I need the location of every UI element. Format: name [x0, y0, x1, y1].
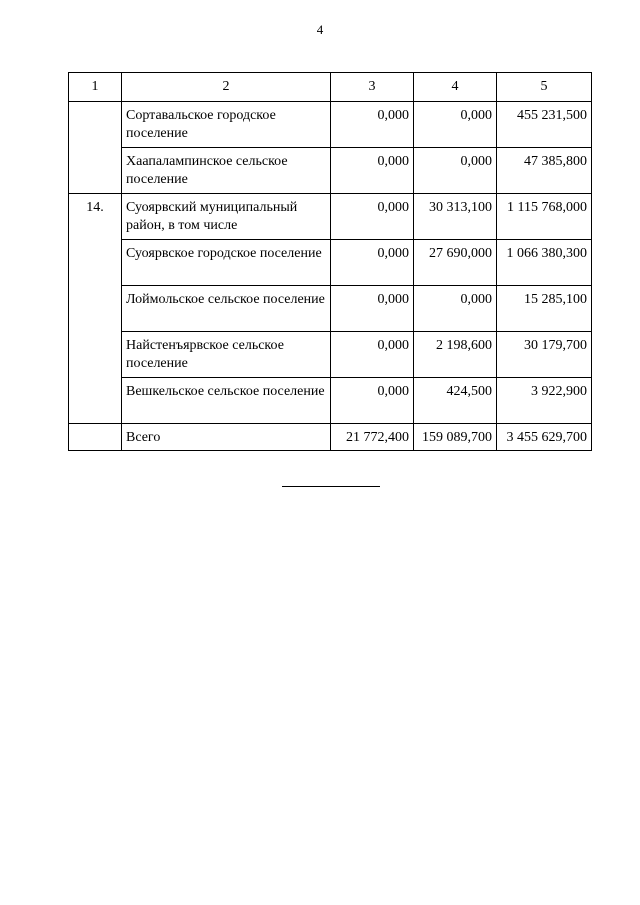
- value-col4-cell: 424,500: [414, 378, 497, 424]
- end-of-document-line: [282, 486, 380, 487]
- total-col5-cell: 3 455 629,700: [497, 424, 592, 451]
- value-col3-cell: 0,000: [331, 240, 414, 286]
- row-number-cell: [69, 102, 122, 148]
- table-row: [69, 378, 592, 424]
- table-row: [69, 148, 592, 194]
- municipality-name-cell: Хаапалампинское сельское поселение: [122, 148, 331, 194]
- value-col5-cell: 455 231,500: [497, 102, 592, 148]
- municipality-name-cell: Вешкельское сельское поселение: [122, 378, 331, 424]
- value-col5-cell: 30 179,700: [497, 332, 592, 378]
- value-col4-cell: 2 198,600: [414, 332, 497, 378]
- row-number-cell: [69, 148, 122, 194]
- row-number-cell: [69, 286, 122, 332]
- municipality-name-cell: Лоймольское сельское поселение: [122, 286, 331, 332]
- budget-table: [68, 72, 592, 451]
- value-col5-cell: 1 066 380,300: [497, 240, 592, 286]
- row-number-cell: [69, 332, 122, 378]
- municipality-name-cell: Суоярвский муниципальный район, в том числе: [122, 194, 331, 240]
- row-number-cell: [69, 424, 122, 451]
- header-cell-5: 5: [497, 73, 592, 102]
- table-row: [69, 102, 592, 148]
- value-col4-cell: 0,000: [414, 148, 497, 194]
- value-col3-cell: 0,000: [331, 286, 414, 332]
- total-col4-cell: 159 089,700: [414, 424, 497, 451]
- value-col3-cell: 0,000: [331, 332, 414, 378]
- table-header-row: [69, 73, 592, 102]
- value-col4-cell: 0,000: [414, 102, 497, 148]
- total-col3-cell: 21 772,400: [331, 424, 414, 451]
- value-col3-cell: 0,000: [331, 378, 414, 424]
- table-row: [69, 240, 592, 286]
- municipality-name-cell: Суоярвское городское поселение: [122, 240, 331, 286]
- value-col5-cell: 47 385,800: [497, 148, 592, 194]
- value-col5-cell: 3 922,900: [497, 378, 592, 424]
- table-row: [69, 332, 592, 378]
- value-col4-cell: 30 313,100: [414, 194, 497, 240]
- header-cell-1: 1: [69, 73, 122, 102]
- total-label-cell: Всего: [122, 424, 331, 451]
- value-col3-cell: 0,000: [331, 102, 414, 148]
- header-cell-3: 3: [331, 73, 414, 102]
- header-cell-2: 2: [122, 73, 331, 102]
- table-row: [69, 286, 592, 332]
- value-col4-cell: 27 690,000: [414, 240, 497, 286]
- row-number-cell: [69, 378, 122, 424]
- header-cell-4: 4: [414, 73, 497, 102]
- table-total-row: [69, 424, 592, 451]
- municipality-name-cell: Найстенъярвское сельское поселение: [122, 332, 331, 378]
- page-number: 4: [316, 22, 324, 37]
- row-number-cell: 14.: [69, 194, 122, 240]
- value-col3-cell: 0,000: [331, 148, 414, 194]
- value-col3-cell: 0,000: [331, 194, 414, 240]
- value-col5-cell: 1 115 768,000: [497, 194, 592, 240]
- municipality-name-cell: Сортавальское городское поселение: [122, 102, 331, 148]
- table-row: [69, 194, 592, 240]
- value-col5-cell: 15 285,100: [497, 286, 592, 332]
- value-col4-cell: 0,000: [414, 286, 497, 332]
- row-number-cell: [69, 240, 122, 286]
